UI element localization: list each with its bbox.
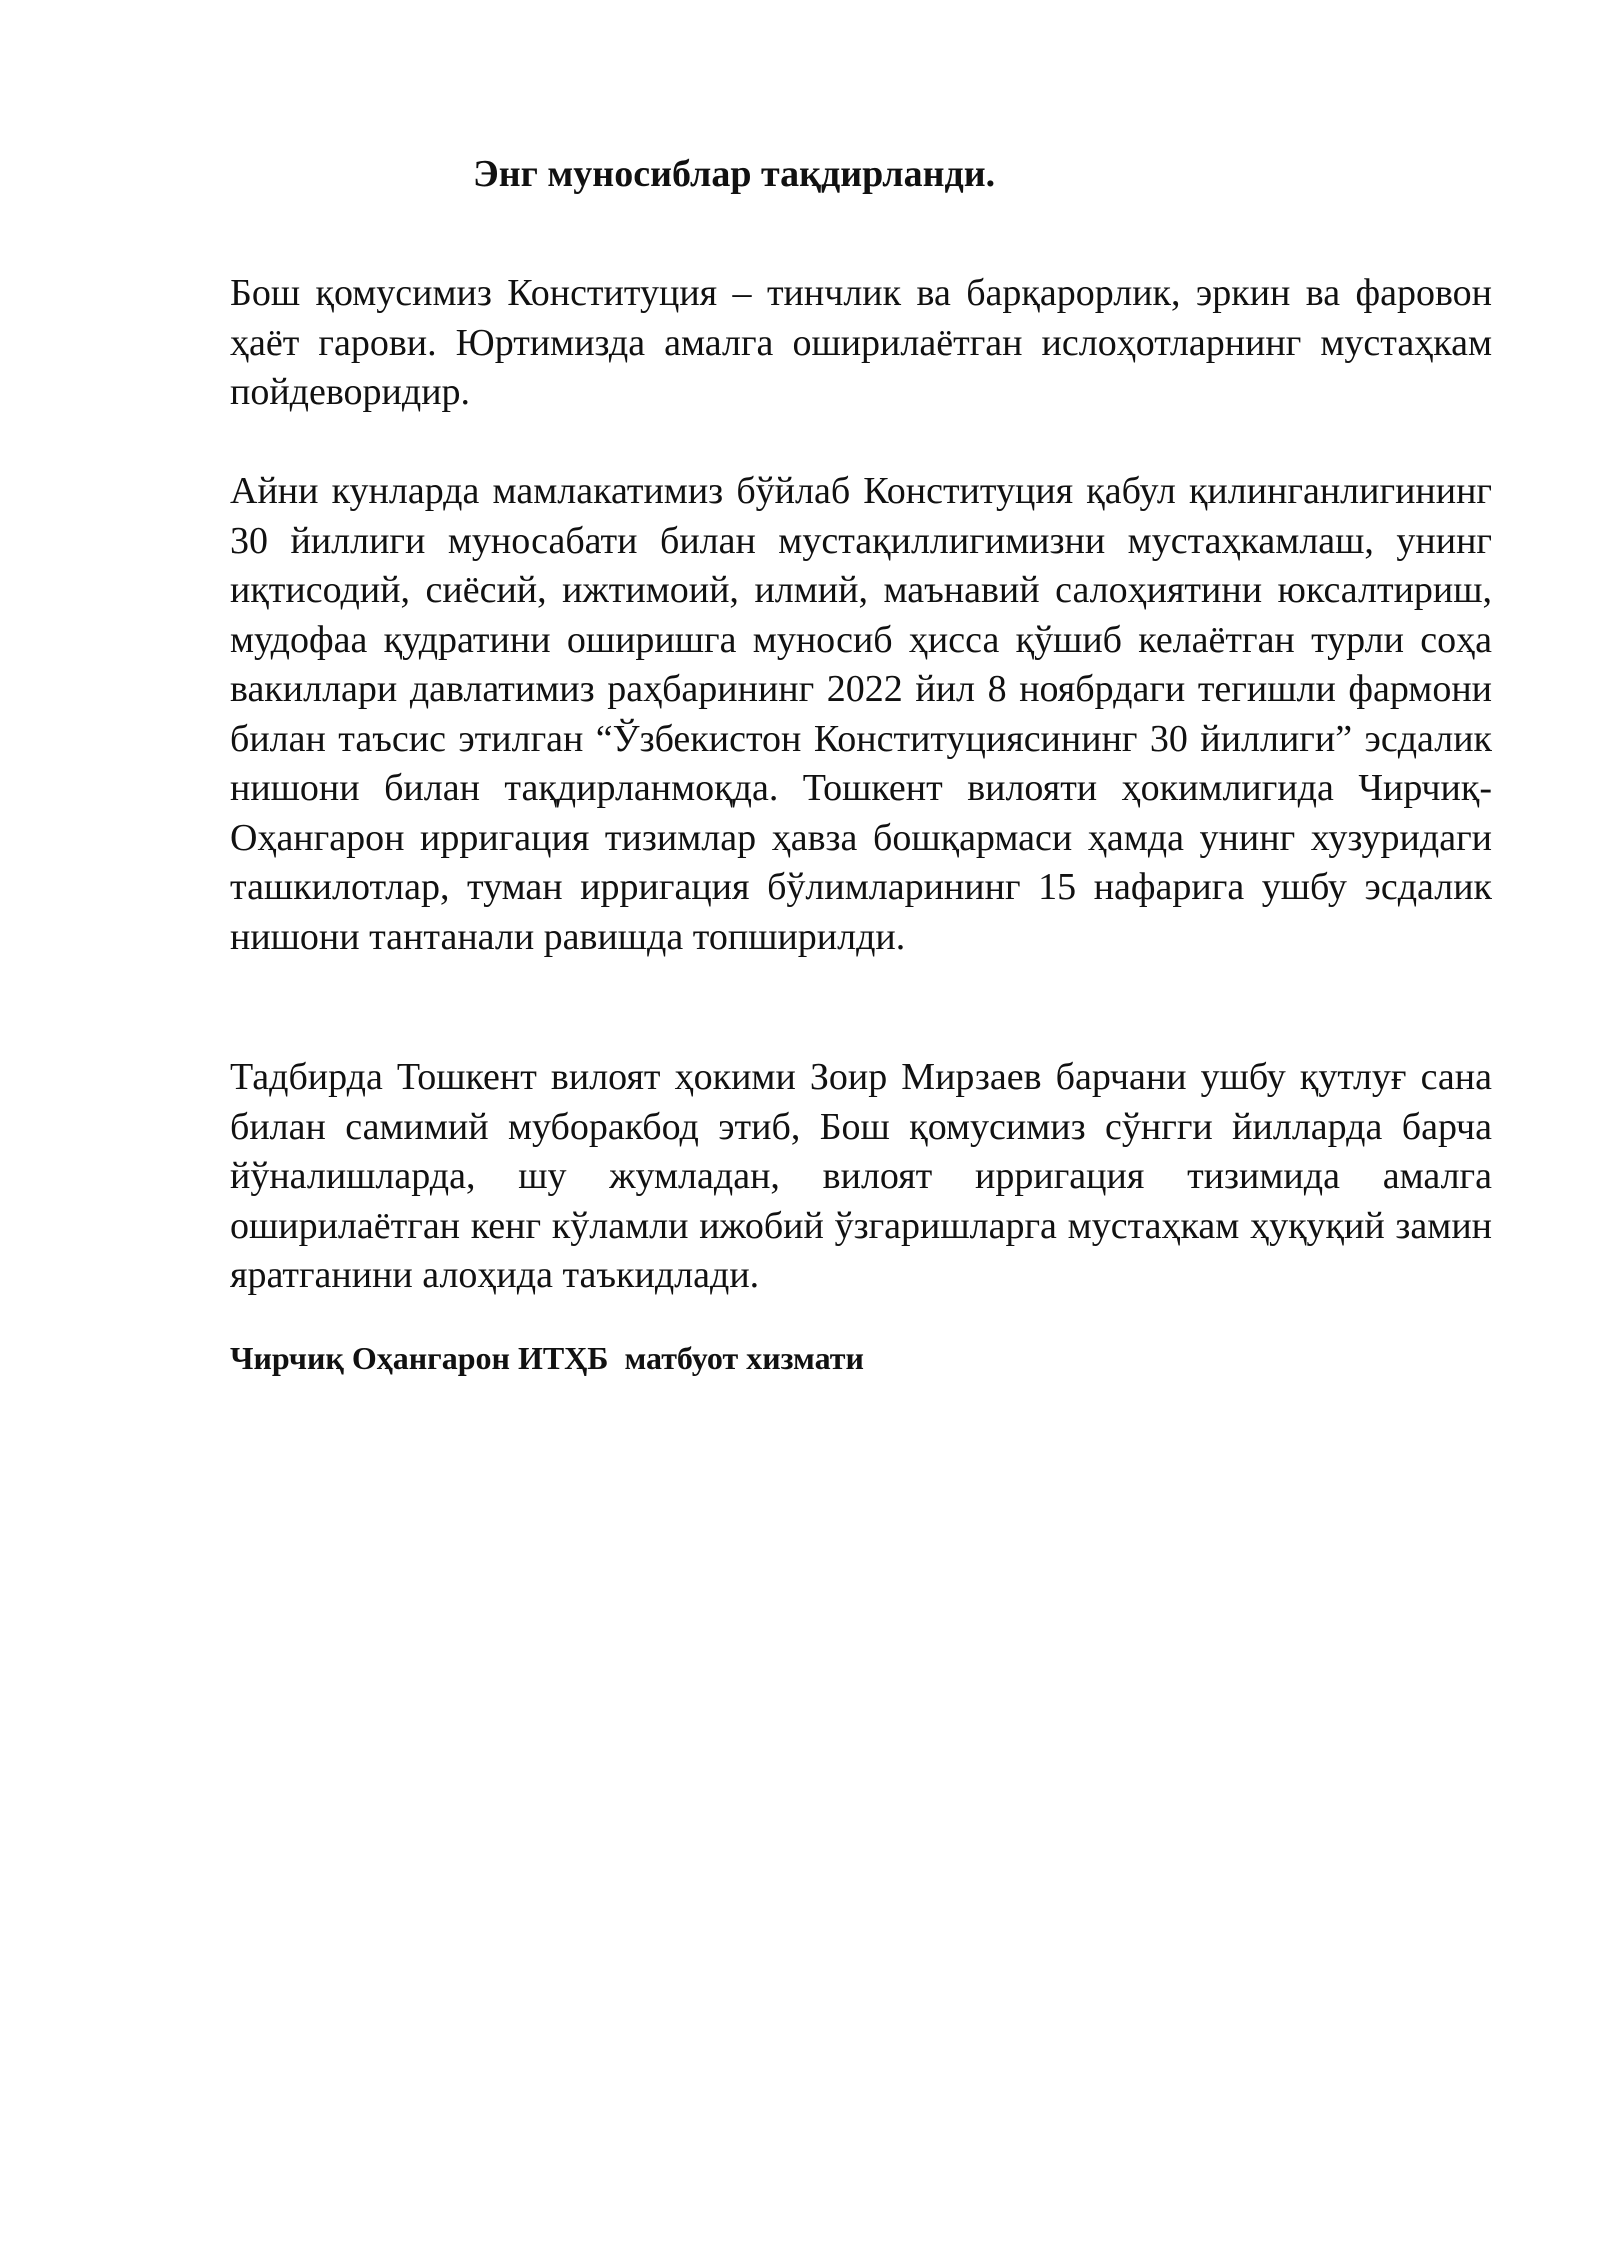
paragraph-1: Бош қомусимиз Конституция – тинчлик ва барқарорлик, эркин ва фаровон ҳаёт гарови. Юртимизда амалга оширилаётган ислоҳотларнинг мустаҳкам пойдеворидир. — [230, 272, 1492, 413]
document-title: Энг муносиблар тақдирланди. — [473, 153, 996, 195]
signature: Чирчиқ Оҳангарон ИТҲБ матбуот хизмати — [230, 1340, 864, 1376]
paragraph-2: Айни кунларда мамлакатимиз бўйлаб Конституция қабул қилинганлигининг 30 йиллиги муносабати билан мустақиллигимизни мустаҳкамлаш, унинг иқтисодий, сиёсий, ижтимоий, илмий, маънавий салоҳиятини юксалтириш, мудофаа қудратини оширишга муносиб ҳисса қўшиб келаётган турли соҳа вакиллари давлатимиз раҳбарининг 2022 йил 8 ноябрдаги тегишли фармони билан таъсис этилган “Ўзбекистон Конституциясининг 30 йиллиги” эсдалик нишони билан тақдирланмоқда. Тошкент вилояти ҳокимлигида Чирчиқ-Оҳангарон ирригация тизимлар ҳавза бошқармаси ҳамда унинг хузуридаги ташкилотлар, туман ирригация бўлимларининг 15 нафарига ушбу эсдалик нишони тантанали равишда топширилди. — [230, 470, 1492, 958]
paragraph-3: Тадбирда Тошкент вилоят ҳокими Зоир Мирзаев барчани ушбу қутлуғ сана билан самимий муборакбод этиб, Бош қомусимиз сўнгги йилларда барча йўналишларда, шу жумладан, вилоят ирригация тизимида амалга оширилаётган кенг кўламли ижобий ўзгаришларга мустаҳкам ҳуқуқий замин яратганини алоҳида таъкидлади. — [230, 1056, 1492, 1296]
